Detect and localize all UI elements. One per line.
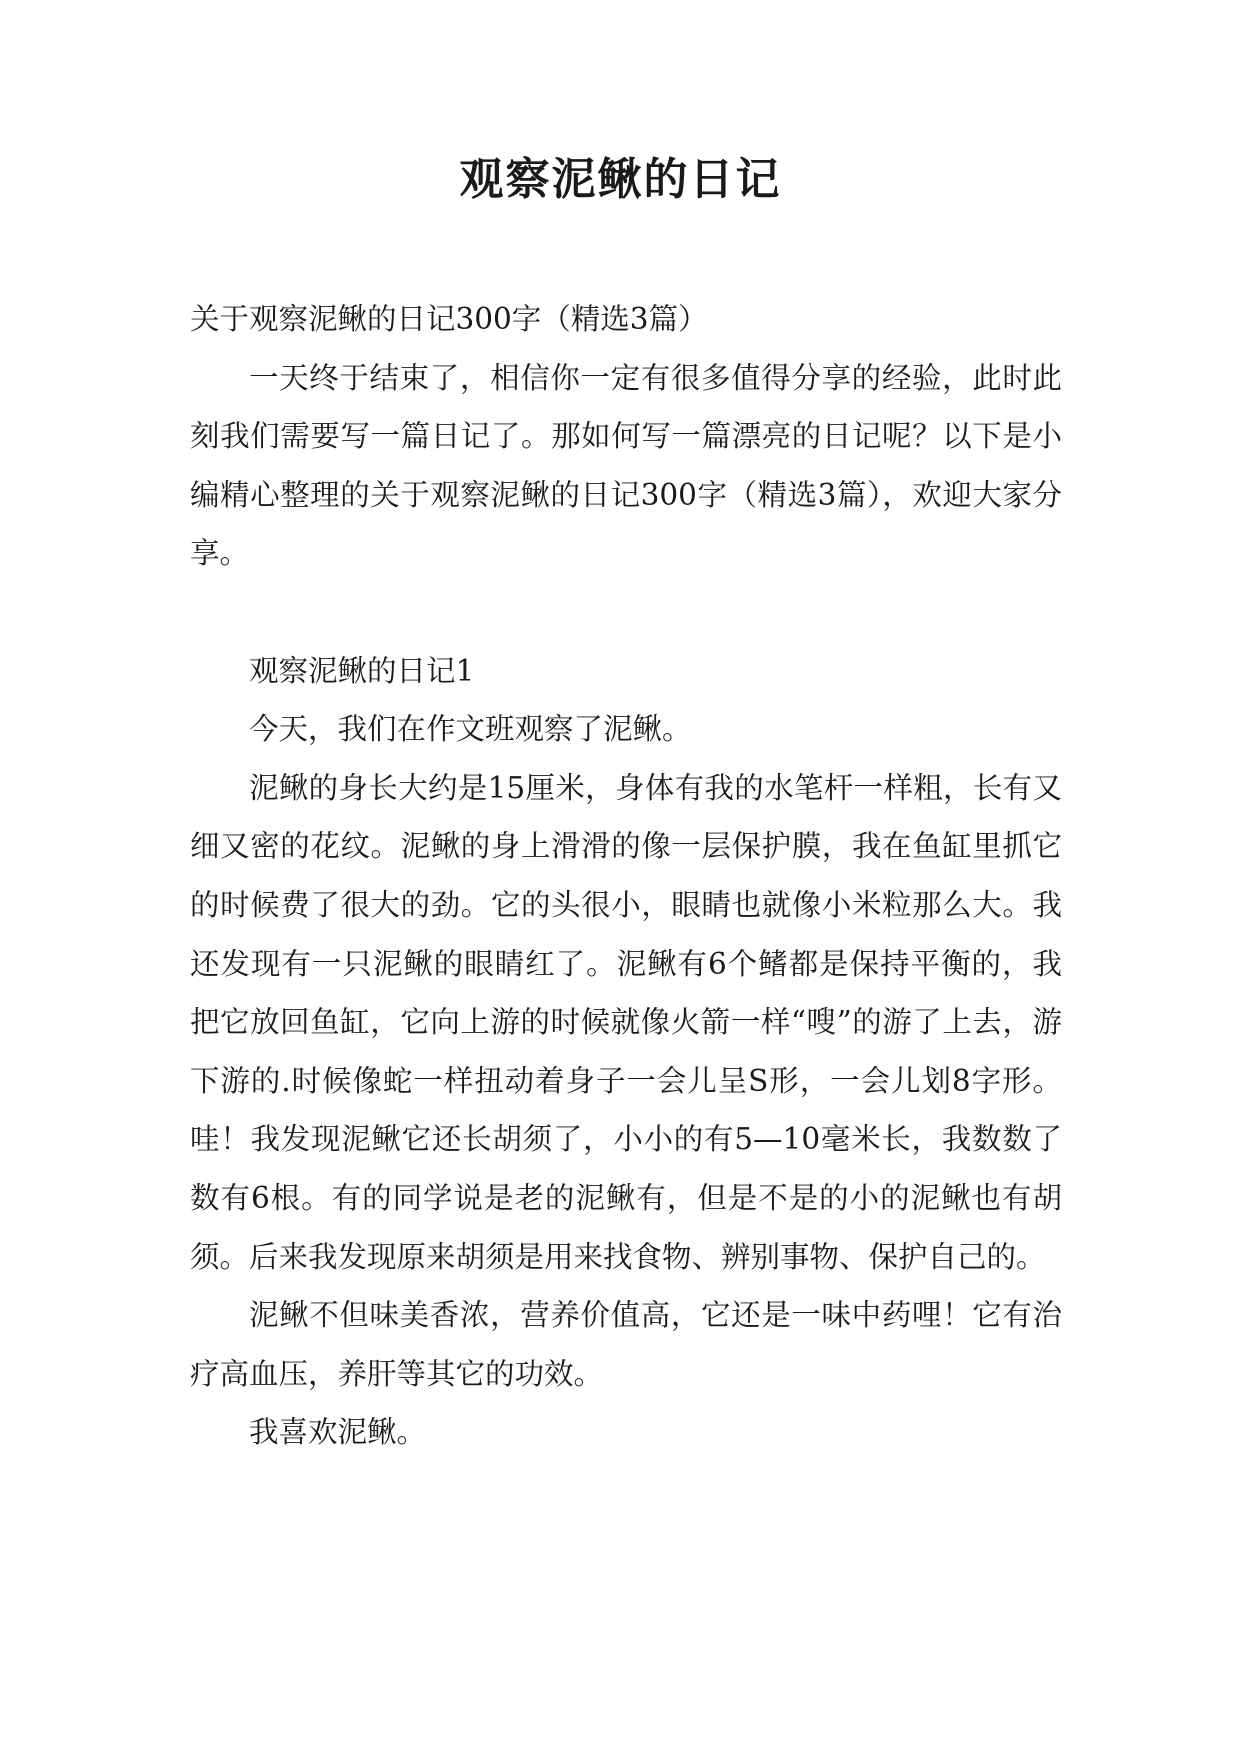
body-paragraph: 今天，我们在作文班观察了泥鳅。	[249, 712, 692, 747]
document-title: 观察泥鳅的日记	[459, 154, 782, 205]
body-paragraph: 泥鳅的身长大约是15厘米，身体有我的水笔杆一样粗，长有又细又密的花纹。泥鳅的身上滑滑的像一层保护膜，我在鱼缸里抓它的时候费了很大的劲。它的头很小，眼睛也就像小米粒那么大。我还发现有一只泥鳅的眼睛红了。泥鳅有6个鳍都是保持平衡的，我把它放回鱼缸，它向上游的时候就像火箭一样“嗖”的游了上去，游下游的.时候像蛇一样扭动着身子一会儿呈S形，一会儿划8字形。哇！我发现泥鳅它还长胡须了，小小的有5—10毫米长，我数数了数有6根。有的同学说是老的泥鳅有，但是不是的小的泥鳅也有胡须。后来我发现原来胡须是用来找食物、辨别事物、保护自己的。	[190, 770, 1062, 1274]
body-paragraph: 我喜欢泥鳅。	[249, 1415, 427, 1450]
body-paragraph: 泥鳅不但味美香浓，营养价值高，它还是一味中药哩！它有治疗高血压，养肝等其它的功效。	[190, 1298, 1062, 1391]
document-subtitle: 关于观察泥鳅的日记300字（精选3篇）	[190, 302, 708, 336]
section-spacer	[190, 583, 1062, 642]
section-heading: 观察泥鳅的日记1	[249, 653, 475, 688]
document-body	[190, 290, 1062, 1462]
intro-paragraph: 一天终于结束了，相信你一定有很多值得分享的经验，此时此刻我们需要写一篇日记了。那如何写一篇漂亮的日记呢？以下是小编精心整理的关于观察泥鳅的日记300字（精选3篇），欢迎大家分享。	[190, 360, 1062, 571]
